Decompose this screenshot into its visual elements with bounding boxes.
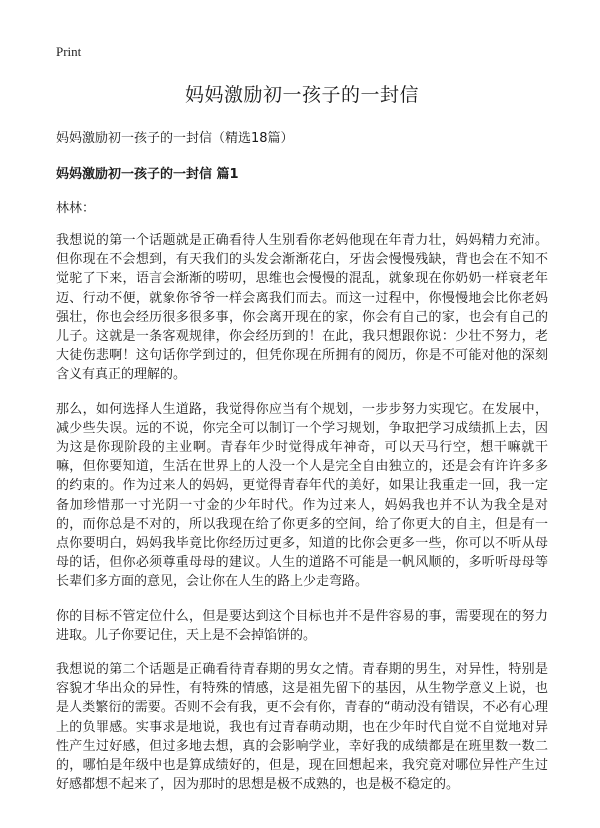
body-paragraph: 我想说的第一个话题就是正确看待人生别看你老妈他现在年青力壮，妈妈精力充沛。但你现在不会想到，有天我们的头发会渐渐花白，牙齿会慢慢残缺，背也会在不知不觉驼了下来，语言会渐渐的唠叨，思维也会慢慢的混乱，就象现在你奶奶一样衰老年迈、行动不便，就象你爷爷一样会离我们而去。而这一过程中，你慢慢地会比你老妈强壮，你也会经历很多很多事，你会离开现在的家，你会有自己的家，也会有自己的儿子。这就是一条客观规律，你会经历到的！在此，我只想跟你说：少壮不努力，老大徒伤悲啊！这句话你学到过的，但凭你现在所拥有的阅历，你是不可能对他的深刻含义有真正的理解的。 xyxy=(56,233,548,383)
body-paragraph: 那么，如何选择人生道路，我觉得你应当有个规划，一步步努力实现它。在发展中，减少些失误。远的不说，你完全可以制订一个学习规划，争取把学习成绩抓上去，因为这是你现阶段的主业啊。青春年少时觉得成年神奇，可以天马行空，想干嘛就干嘛，但你要知道，生活在世界上的人没一个人是完全自由独立的，还是会有许许多多的约束的。作为过来人的妈妈，更觉得青春年代的美好，如果让我重走一回，我一定备加珍惜那一寸光阴一寸金的少年时代。作为过来人，妈妈我也并不认为我全是对的，而你总是不对的，所以我现在给了你更多的空间，给了你更大的自主，但是有一点你要明白，妈妈我毕竟比你经历过更多，知道的比你会更多一些，你可以不听从母母的话，但你必须尊重母母的建议。人生的道路不可能是一帆风顺的，多听听母母等长辈们多方面的意见，会让你在人生的路上少走弯路。 xyxy=(56,401,548,590)
letter-greeting: 林林： xyxy=(56,201,96,216)
document-title: 妈妈激励初一孩子的一封信 xyxy=(184,84,419,106)
body-paragraph: 你的目标不管定位什么，但是要达到这个目标也并不是件容易的事，需要现在的努力进取。儿子你要记住，天上是不会掉馅饼的。 xyxy=(56,608,548,643)
body-paragraph: 我想说的第二个话题是正确看待青春期的男女之情。青春期的男生，对异性，特别是容貌才华出众的异性，有特殊的情感，这是祖先留下的基因，从生物学意义上说，也是人类繁衍的需要。否则不会有我，更不会有你，青春的“萌动没有错误，不必有心理上的负罪感。实事求是地说，我也有过青春萌动期，也在少年时代自觉不自觉地对异性产生过好感，但过多地去想，真的会影响学业，幸好我的成绩都是在班里数一数二的，哪怕是年级中也是算成绩好的，但是，现在回想起来，我究竟对哪位异性产生过好感都想不起来了，因为那时的思想是极不成熟的，也是极不稳定的。 xyxy=(56,662,548,793)
print-link[interactable]: Print xyxy=(56,44,82,59)
section-heading: 妈妈激励初一孩子的一封信 篇1 xyxy=(56,167,239,182)
document-subtitle: 妈妈激励初一孩子的一封信（精选18篇） xyxy=(56,131,294,146)
